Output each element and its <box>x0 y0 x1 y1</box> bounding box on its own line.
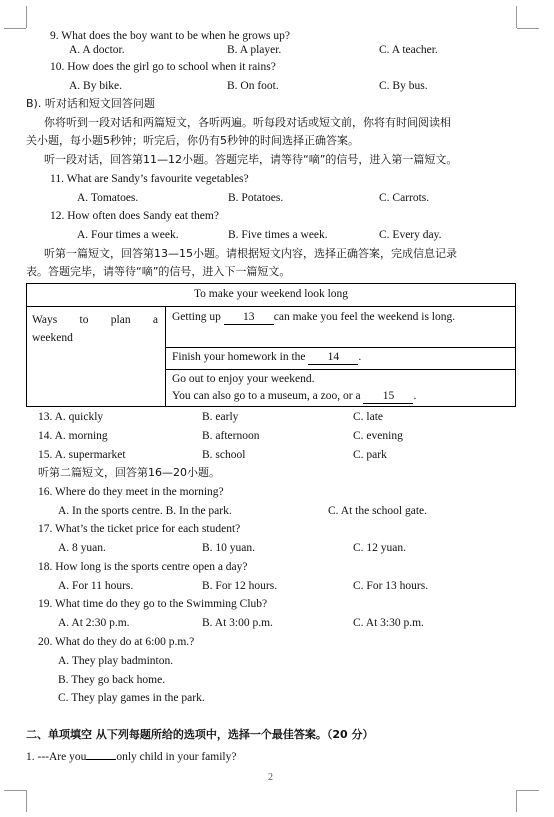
q9-option-b: B. A player. <box>227 44 282 56</box>
q19-stem: 19. What time do they go to the Swimming Club? <box>38 598 268 610</box>
q19-option-b: B. At 3:00 p.m. <box>202 617 273 629</box>
q11-option-c: C. Carrots. <box>379 192 430 204</box>
q15-option-c: C. park <box>353 449 387 461</box>
q18-stem: 18. How long is the sports centre open a day? <box>38 561 248 573</box>
crop-mark-top-right-h <box>517 28 539 29</box>
q20-option-b: B. They go back home. <box>58 674 166 686</box>
q16-stem: 16. Where do they meet in the morning? <box>38 486 224 498</box>
q11-option-b: B. Potatoes. <box>228 192 284 204</box>
q17-option-b: B. 10 yuan. <box>202 542 256 554</box>
q10-option-b: B. On foot. <box>227 80 279 92</box>
q10-option-c: C. By bus. <box>379 80 428 92</box>
crop-mark-top-left-h <box>4 28 26 29</box>
q20-option-c: C. They play games in the park. <box>58 692 205 704</box>
part2-q1: 1. ---Are you only child in your family? <box>26 748 236 764</box>
q19-option-c: C. At 3:30 p.m. <box>353 617 424 629</box>
passage1-note-1: 听第一篇短文，回答第13—15小题。请根据短文内容，选择正确答案，完成信息记录 <box>44 247 457 260</box>
crop-mark-bottom-right <box>516 790 517 812</box>
q20-option-a: A. They play badminton. <box>58 655 174 667</box>
q16-option-c: C. At the school gate. <box>328 505 428 517</box>
crop-mark-top-right <box>516 6 517 28</box>
table-title: To make your weekend look long <box>27 284 515 307</box>
q12-stem: 12. How often does Sandy eat them? <box>50 210 219 222</box>
page-number: 2 <box>268 772 273 783</box>
q18-option-b: B. For 12 hours. <box>202 580 278 592</box>
q9-option-c: C. A teacher. <box>379 44 438 56</box>
passage2-note: 听第二篇短文，回答第16—20小题。 <box>38 466 220 479</box>
q14-option-a: 14. A. morning <box>38 430 108 442</box>
table-left-header: Ways to plan a <box>32 314 158 326</box>
q18-option-a: A. For 11 hours. <box>58 580 134 592</box>
dialog-note: 听一段对话，回答第11—12小题。答题完毕，请等待“嘀”的信号，进入第一篇短文。 <box>44 153 458 166</box>
table-row-3-line-2: You can also go to a museum, a zoo, or a 15 . <box>172 390 417 402</box>
info-table <box>26 283 516 407</box>
crop-mark-bottom-left-h <box>4 790 26 791</box>
q13-option-a: 13. A. quickly <box>38 411 104 423</box>
q19-option-a: A. At 2:30 p.m. <box>58 617 130 629</box>
part2-q1-blank[interactable] <box>86 748 116 760</box>
q14-option-b: B. afternoon <box>202 430 260 442</box>
q12-option-b: B. Five times a week. <box>228 229 328 241</box>
blank-15[interactable]: 15 <box>363 389 413 404</box>
q12-option-a: A. Four times a week. <box>77 229 179 241</box>
q12-option-c: C. Every day. <box>379 229 442 241</box>
crop-mark-bottom-right-h <box>517 790 539 791</box>
q13-option-b: B. early <box>202 411 239 423</box>
q17-stem: 17. What’s the ticket price for each student? <box>38 523 241 535</box>
q10-stem: 10. How does the girl go to school when it rains? <box>50 61 276 73</box>
table-left-header-2: weekend <box>32 332 73 344</box>
q18-option-c: C. For 13 hours. <box>353 580 429 592</box>
table-row-2: Finish your homework in the 14 . <box>172 351 362 363</box>
blank-14[interactable]: 14 <box>308 350 358 365</box>
blank-13[interactable]: 13 <box>224 310 274 325</box>
q13-option-c: C. late <box>353 411 384 423</box>
q14-option-c: C. evening <box>353 430 403 442</box>
q17-option-a: A. 8 yuan. <box>58 542 106 554</box>
crop-mark-bottom-left <box>26 790 27 812</box>
q15-option-a: 15. A. supermarket <box>38 449 126 461</box>
q9-stem: 9. What does the boy want to be when he grows up? <box>50 30 290 42</box>
q10-option-a: A. By bike. <box>69 80 123 92</box>
table-row-3-line-1: Go out to enjoy your weekend. <box>172 373 315 385</box>
q11-stem: 11. What are Sandy’s favourite vegetables? <box>50 173 249 185</box>
section-b-intro-2: 关小题，每小题5秒钟；听完后，你仍有5秒钟的时间选择正确答案。 <box>26 134 359 147</box>
q17-option-c: C. 12 yuan. <box>353 542 407 554</box>
q15-option-b: B. school <box>202 449 246 461</box>
q9-option-a: A. A doctor. <box>69 44 125 56</box>
part2-title: 二、单项填空 从下列每题所给的选项中，选择一个最佳答案。（20 分） <box>26 728 374 741</box>
crop-mark-top-left <box>26 6 27 28</box>
table-row-1: Getting up 13 can make you feel the weekend is long. <box>172 311 456 323</box>
passage1-note-2: 表。答题完毕，请等待“嘀”的信号，进入下一篇短文。 <box>26 265 291 278</box>
section-b-intro-1: 你将听到一段对话和两篇短文，各听两遍。听每段对话或短文前，你将有时间阅读相 <box>44 116 451 129</box>
q11-option-a: A. Tomatoes. <box>77 192 139 204</box>
q16-options-ab: A. In the sports centre. B. In the park. <box>58 505 232 517</box>
q20-stem: 20. What do they do at 6:00 p.m.? <box>38 636 195 648</box>
section-b-title: B). 听对话和短文回答问题 <box>26 97 155 110</box>
